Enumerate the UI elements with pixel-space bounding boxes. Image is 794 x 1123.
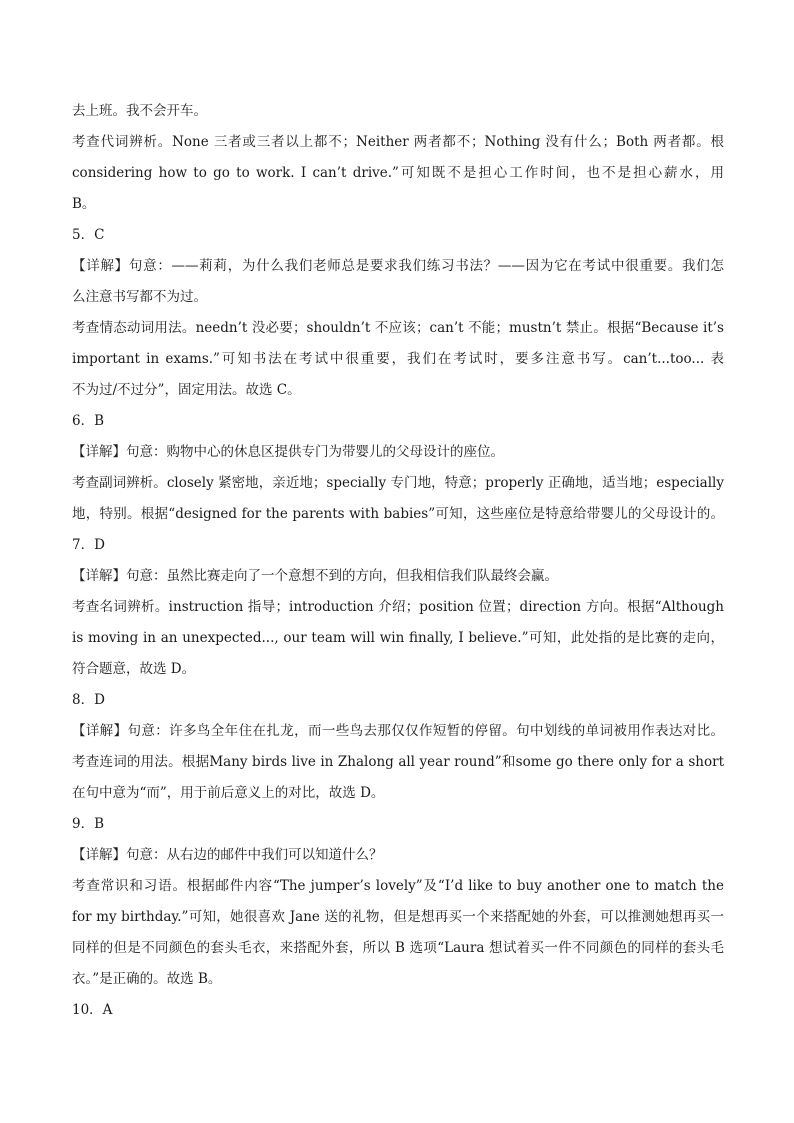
text-line: is moving in an unexpected..., our team will win finally, I believe.”可知，此处指的是比赛的走向， — [72, 630, 724, 646]
text-line: 衣。”是正确的。故选 B。 — [72, 971, 222, 987]
text-line: 符合题意，故选 D。 — [72, 661, 196, 677]
text-line: 8．D — [72, 692, 105, 708]
text-line: 5．C — [72, 227, 105, 243]
text-line: important in exams.”可知书法在考试中很重要，我们在考试时，要多注意书写。can’t...too... 表 — [72, 351, 724, 367]
text-line: 9．B — [72, 816, 105, 832]
document-body — [72, 96, 724, 1026]
text-line: B。 — [72, 196, 96, 212]
text-line: 考查代词辨析。None 三者或三者以上都不；Neither 两者都不；Nothing 没有什么；Both 两者都。根 — [72, 134, 724, 150]
text-line: 【详解】句意：许多鸟全年住在扎龙，而一些鸟去那仅仅作短暂的停留。句中划线的单词被用作表达对比。 — [72, 723, 724, 739]
text-line: 考查副词辨析。closely 紧密地，亲近地；specially 专门地，特意；properly 正确地，适当地；especially — [72, 475, 724, 491]
text-line: 么注意书写都不为过。 — [72, 289, 207, 305]
text-line: 6．B — [72, 413, 105, 429]
text-line: 7．D — [72, 537, 105, 553]
text-line: considering how to go to work. I can’t drive.”可知既不是担心工作时间，也不是担心薪水，用 — [72, 165, 724, 181]
text-line: 在句中意为“而”，用于前后意义上的对比，故选 D。 — [72, 785, 385, 801]
text-line: 【详解】句意：从右边的邮件中我们可以知道什么？ — [72, 847, 383, 863]
text-line: 同样的但是不同颜色的套头毛衣，来搭配外套，所以 B 选项“Laura 想试着买一件不同颜色的同样的套头毛 — [72, 940, 724, 956]
text-line: 【详解】句意：——莉莉，为什么我们老师总是要求我们练习书法？——因为它在考试中很重要。我们怎 — [72, 258, 724, 274]
text-line: 去上班。我不会开车。 — [72, 103, 207, 119]
text-line: 地，特别。根据“designed for the parents with babies”可知，这些座位是特意给带婴儿的父母设计的。 — [72, 506, 724, 522]
text-line: 【详解】句意：购物中心的休息区提供专门为带婴儿的父母设计的座位。 — [72, 444, 504, 460]
text-line: 不为过/不过分”，固定用法。故选 C。 — [72, 382, 301, 398]
text-line: for my birthday.”可知，她很喜欢 Jane 送的礼物，但是想再买一个来搭配她的外套，可以推测她想再买一 — [72, 909, 724, 925]
text-line: 考查名词辨析。instruction 指导；introduction 介绍；position 位置；direction 方向。根据“Although — [72, 599, 724, 615]
text-line: 10．A — [72, 1002, 113, 1018]
text-line: 考查情态动词用法。needn’t 没必要；shouldn’t 不应该；can’t 不能；mustn’t 禁止。根据“Because it’s — [72, 320, 724, 336]
text-line: 考查常识和习语。根据邮件内容“The jumper’s lovely”及“I’d like to buy another one to match the — [72, 878, 724, 894]
text-line: 考查连词的用法。根据Many birds live in Zhalong all year round”和some go there only for a short — [72, 754, 724, 770]
text-line: 【详解】句意：虽然比赛走向了一个意想不到的方向，但我相信我们队最终会赢。 — [72, 568, 558, 584]
